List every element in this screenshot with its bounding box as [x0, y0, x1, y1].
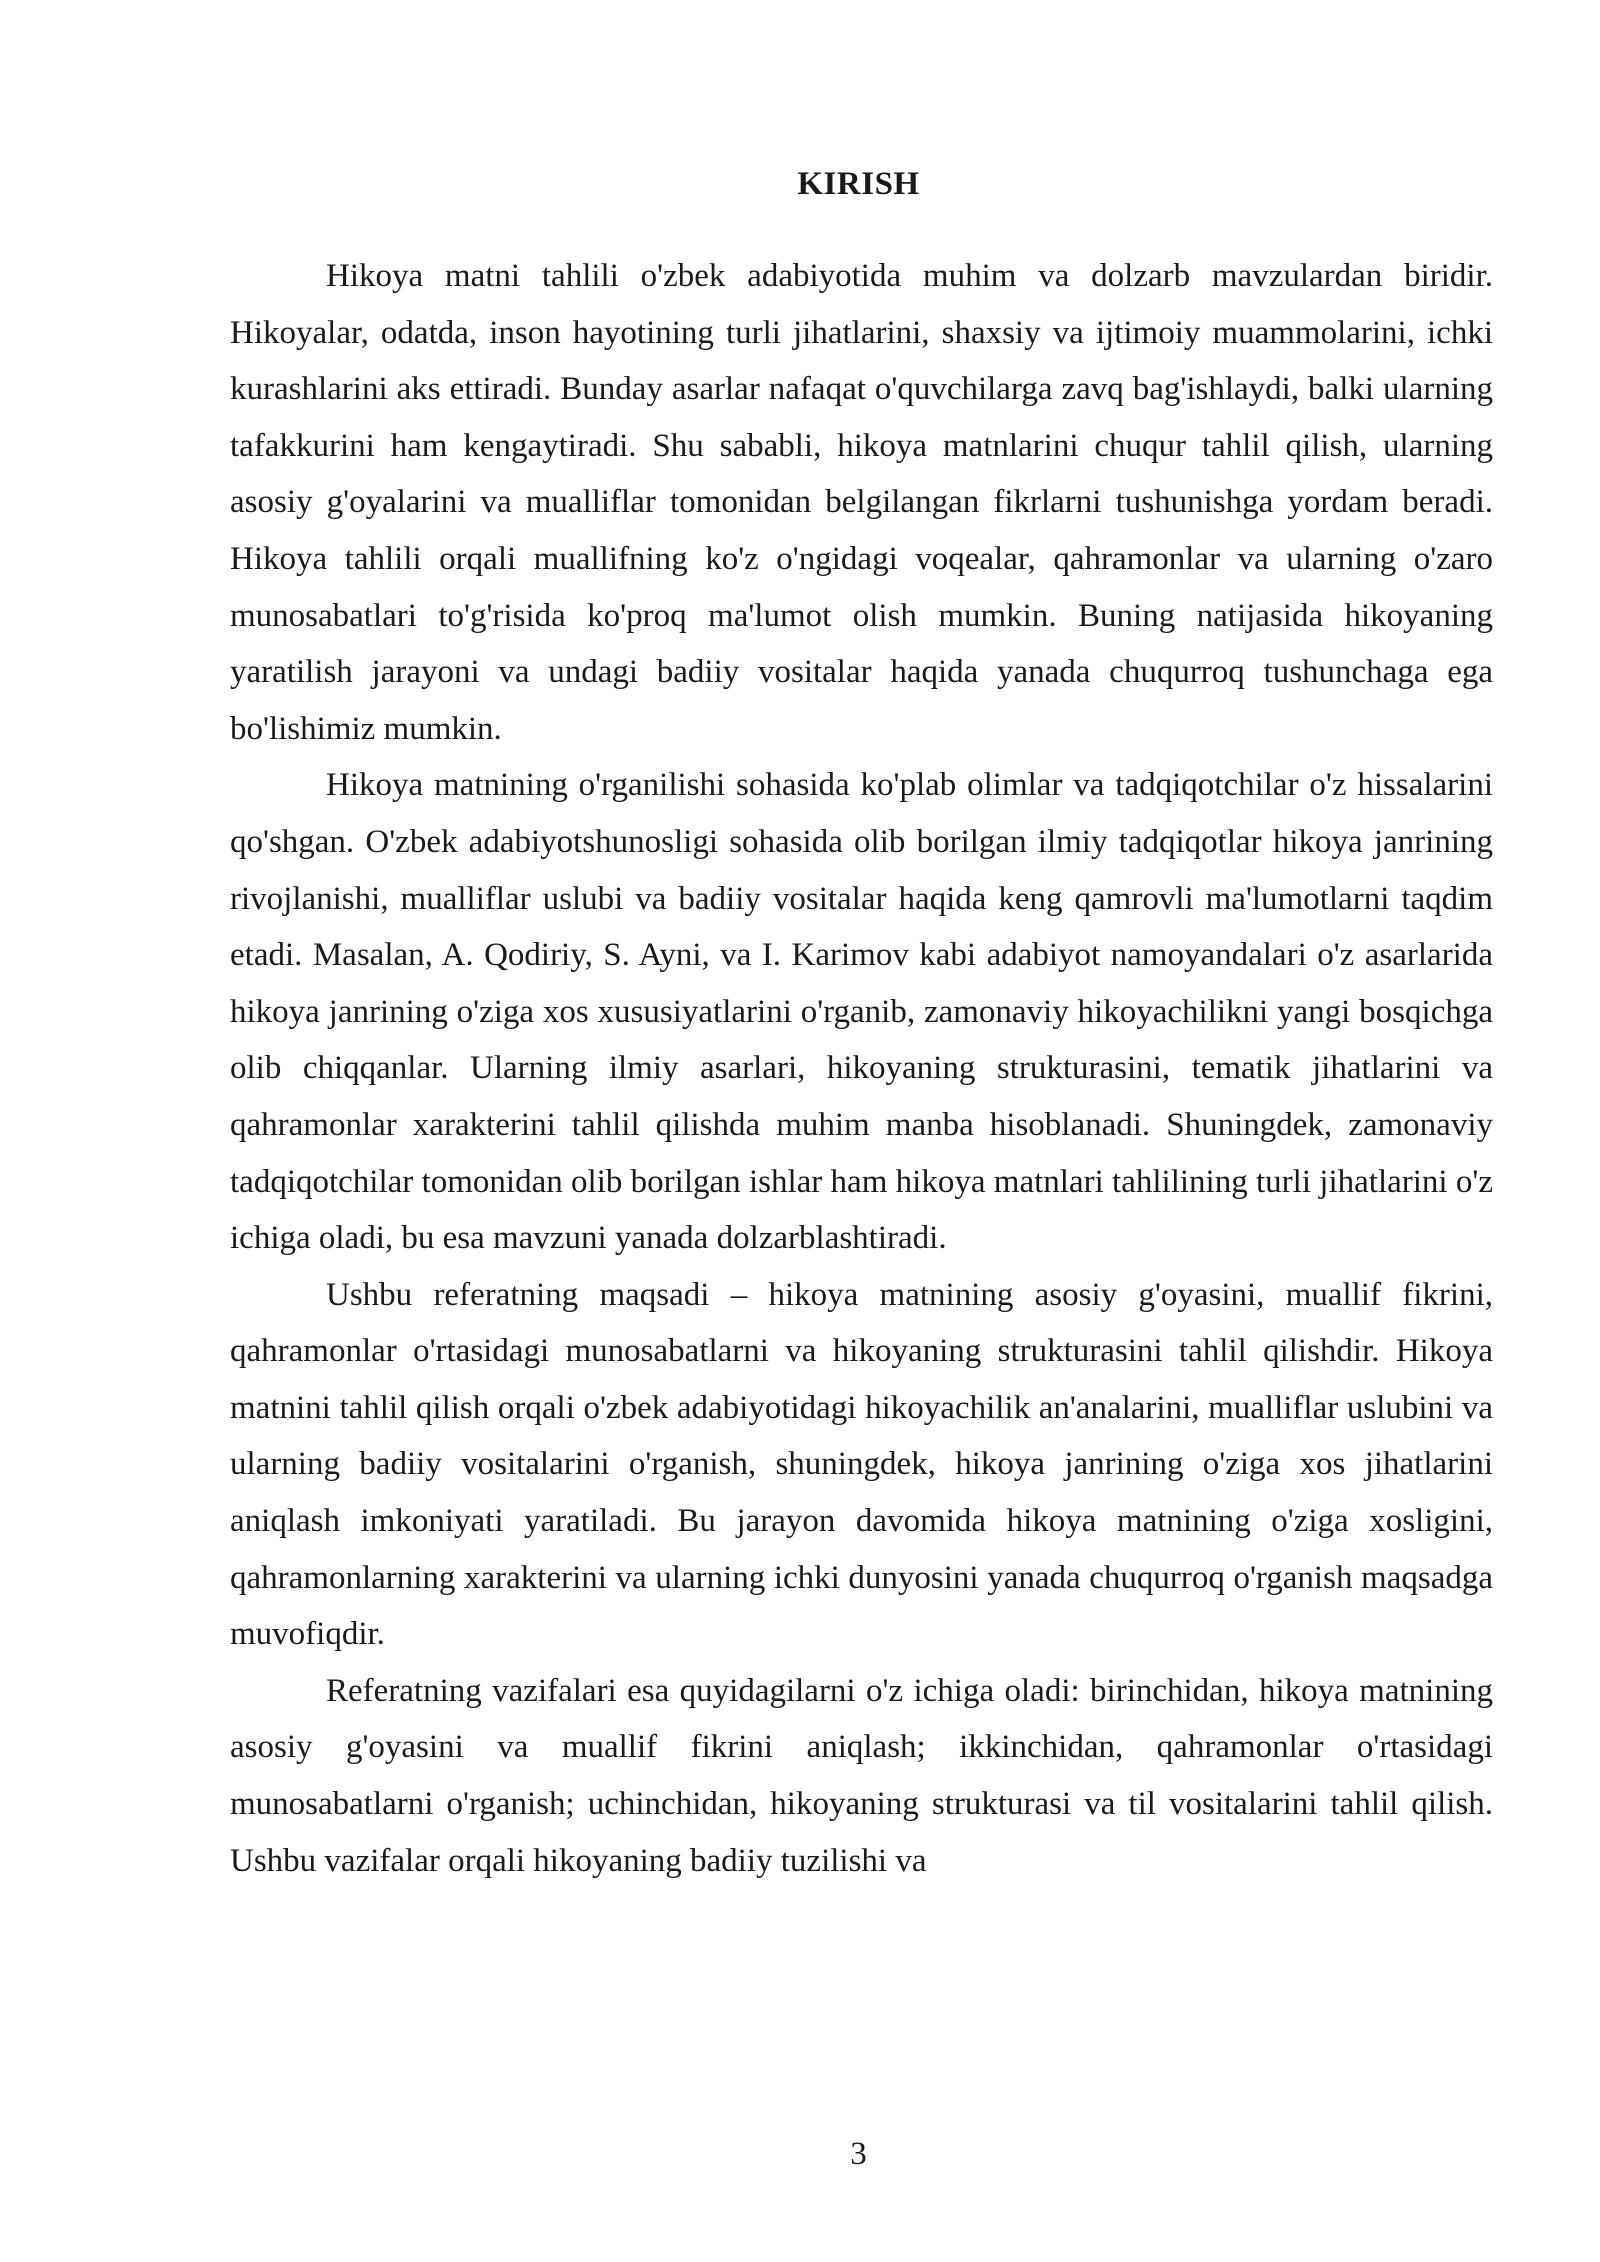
paragraph-purpose: Ushbu referatning maqsadi – hikoya matnining asosiy g'oyasini, muallif fikrini, qahramonlar o'rtasidagi munosabatlarni va hikoyaning strukturasini tahlil qilishdir. Hikoya matnini tahlil qilish orqali o'zbek adabiyotidagi hikoyachilik an'analarini, mualliflar uslubini va ularning badiiy vositalarini o'rganish, shuningdek, hikoya janrining o'ziga xos jihatlarini aniqlash imkoniyati yaratiladi. Bu jarayon davomida hikoya matnining o'ziga xosligini, qahramonlarning xarakterini va ularning ichki dunyosini yanada chuqurroq o'rganish maqsadga muvofiqdir. — [230, 1276, 1493, 1653]
body-text — [230, 248, 1493, 1889]
paragraph-research: Hikoya matnining o'rganilishi sohasida ko'plab olimlar va tadqiqotchilar o'z hissalarini qo'shgan. O'zbek adabiyotshunosligi sohasida olib borilgan ilmiy tadqiqotlar hikoya janrining rivojlanishi, mualliflar uslubi va badiiy vositalar haqida keng qamrovli ma'lumotlarni taqdim etadi. Masalan, A. Qodiriy, S. Ayni, va I. Karimov kabi adabiyot namoyandalari o'z asarlarida hikoya janrining o'ziga xos xususiyatlarini o'rganib, zamonaviy hikoyachilikni yangi bosqichga olib chiqqanlar. Ularning ilmiy asarlari, hikoyaning strukturasini, tematik jihatlarini va qahramonlar xarakterini tahlil qilishda muhim manba hisoblanadi. Shuningdek, zamonaviy tadqiqotchilar tomonidan olib borilgan ishlar ham hikoya matnlari tahlilining turli jihatlarini o'z ichiga oladi, bu esa mavzuni yanada dolzarblashtiradi. — [230, 767, 1493, 1257]
paragraph-tasks: Referatning vazifalari esa quyidagilarni o'z ichiga oladi: birinchidan, hikoya matnining asosiy g'oyasini va muallif fikrini aniqlash; ikkinchidan, qahramonlar o'rtasidagi munosabatlarni o'rganish; uchinchidan, hikoyaning strukturasi va til vositalarini tahlil qilish. Ushbu vazifalar orqali hikoyaning badiiy tuzilishi va — [230, 1672, 1493, 1879]
section-title: KIRISH — [797, 166, 920, 202]
page-number: 3 — [850, 2136, 867, 2172]
paragraph-intro: Hikoya matni tahlili o'zbek adabiyotida muhim va dolzarb mavzulardan biridir. Hikoyalar, odatda, inson hayotining turli jihatlarini, shaxsiy va ijtimoiy muammolarini, ichki kurashlarini aks ettiradi. Bunday asarlar nafaqat o'quvchilarga zavq bag'ishlaydi, balki ularning tafakkurini ham kengaytiradi. Shu sababli, hikoya matnlarini chuqur tahlil qilish, ularning asosiy g'oyalarini va mualliflar tomonidan belgilangan fikrlarni tushunishga yordam beradi. Hikoya tahlili orqali muallifning ko'z o'ngidagi voqealar, qahramonlar va ularning o'zaro munosabatlari to'g'risida ko'proq ma'lumot olish mumkin. Buning natijasida hikoyaning yaratilish jarayoni va undagi badiiy vositalar haqida yanada chuqurroq tushunchaga ega bo'lishimiz mumkin. — [230, 258, 1493, 747]
